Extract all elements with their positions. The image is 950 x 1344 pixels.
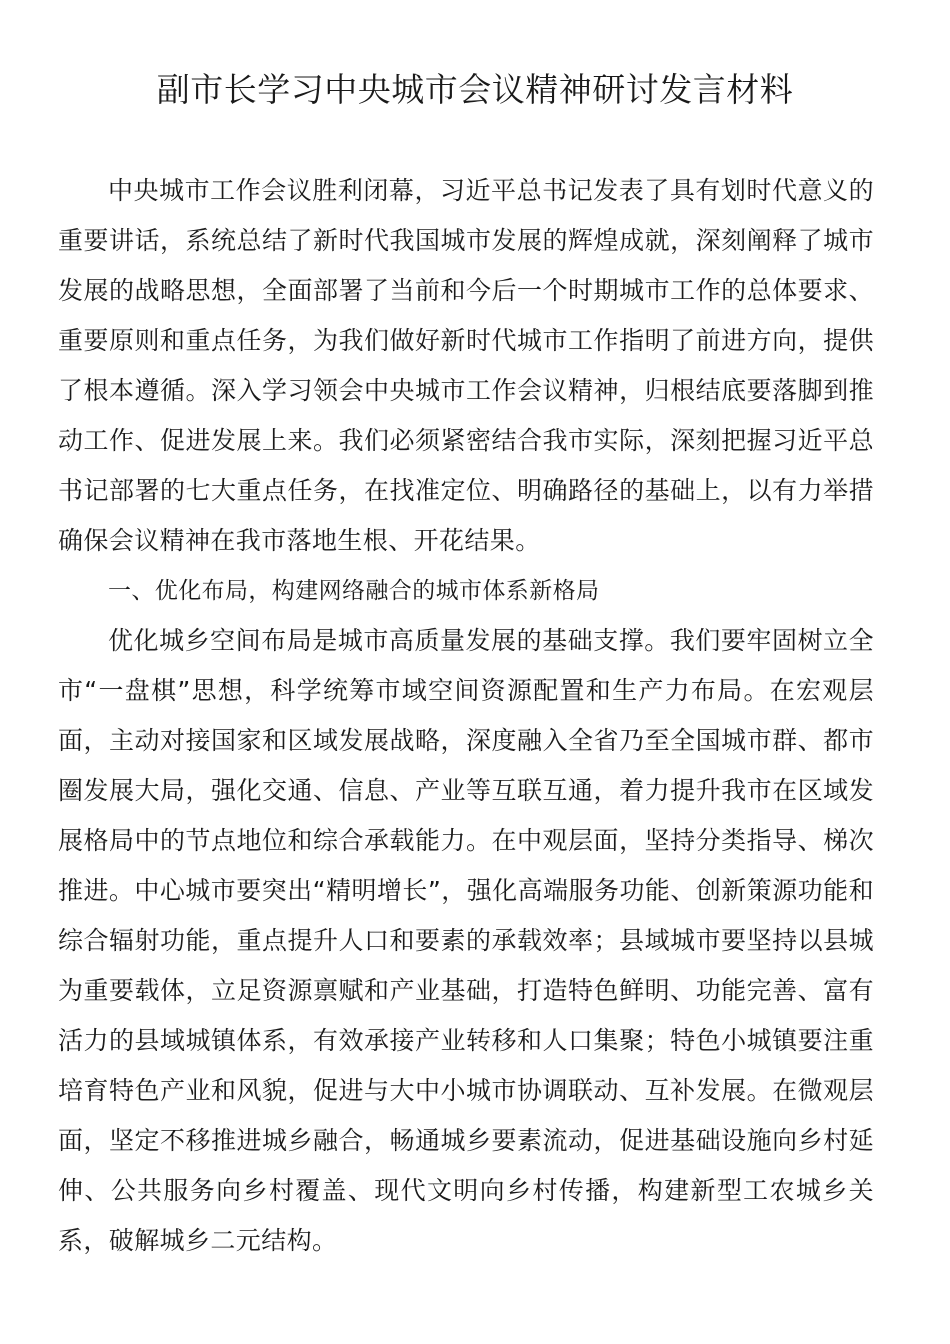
- document-body: [58, 166, 874, 1266]
- document-title: 副市长学习中央城市会议精神研讨发言材料: [156, 70, 794, 109]
- section-paragraph: 优化城乡空间布局是城市高质量发展的基础支撑。我们要牢固树立全市“一盘棋”思想，科学统筹市域空间资源配置和生产力布局。在宏观层面，主动对接国家和区域发展战略，深度融入全省乃至全国城市群、都市圈发展大局，强化交通、信息、产业等互联互通，着力提升我市在区域发展格局中的节点地位和综合承载能力。在中观层面，坚持分类指导、梯次推进。中心城市要突出“精明增长”，强化高端服务功能、创新策源功能和综合辐射功能，重点提升人口和要素的承载效率；县域城市要坚持以县城为重要载体，立足资源禀赋和产业基础，打造特色鲜明、功能完善、富有活力的县域城镇体系，有效承接产业转移和人口集聚；特色小城镇要注重培育特色产业和风貌，促进与大中小城市协调联动、互补发展。在微观层面，坚定不移推进城乡融合，畅通城乡要素流动，促进基础设施向乡村延伸、公共服务向乡村覆盖、现代文明向乡村传播，构建新型工农城乡关系，破解城乡二元结构。: [58, 626, 874, 1255]
- section-heading: 一、优化布局，构建网络融合的城市体系新格局: [108, 578, 600, 604]
- intro-paragraph: 中央城市工作会议胜利闭幕，习近平总书记发表了具有划时代意义的重要讲话，系统总结了新时代我国城市发展的辉煌成就，深刻阐释了城市发展的战略思想，全面部署了当前和今后一个时期城市工作的总体要求、重要原则和重点任务，为我们做好新时代城市工作指明了前进方向，提供了根本遵循。深入学习领会中央城市工作会议精神，归根结底要落脚到推动工作、促进发展上来。我们必须紧密结合我市实际，深刻把握习近平总书记部署的七大重点任务，在找准定位、明确路径的基础上，以有力举措确保会议精神在我市落地生根、开花结果。: [58, 176, 874, 555]
